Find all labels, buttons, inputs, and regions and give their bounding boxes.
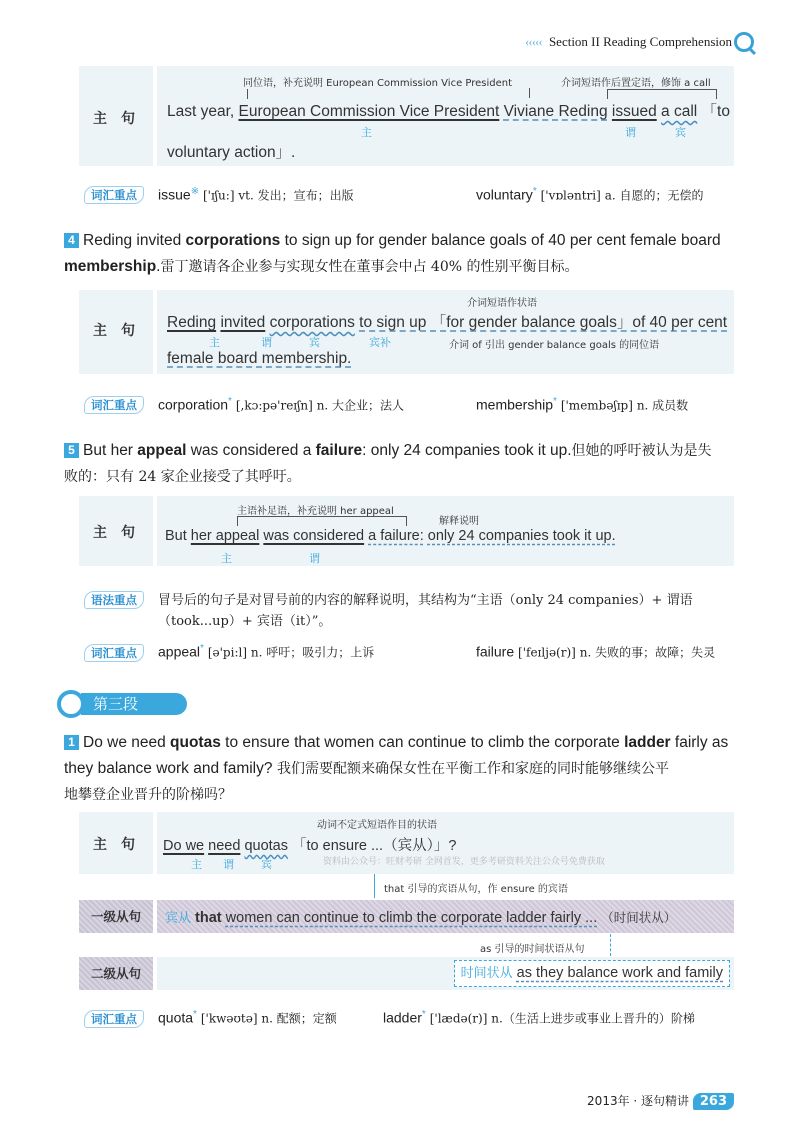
sentence-5: 5 But her appeal was considered a failure: only 24 companies took it up.但她的呼吁被认为是失 败的：只有 24 家企业接受了其呼吁。 bbox=[64, 442, 712, 485]
search-q-icon bbox=[734, 32, 754, 52]
annotation-prep-adverbial: 介词短语作状语 bbox=[467, 298, 537, 309]
sentence-line-1: Do we need quotas 「to ensure ...（宾从）」? bbox=[163, 838, 457, 854]
main-clause-label: 主句 bbox=[93, 111, 149, 127]
annotation-explanation: 解释说明 bbox=[439, 516, 479, 527]
annotation-appositive: 介词 of 引出 gender balance goals 的同位语 bbox=[449, 340, 660, 351]
sentence-analysis-box: 介词短语作状语 Reding invited corporations to sign up 「for gender balance goals」of 40 per cent 主 谓 宾 宾补 介词 of 引出 gender balance goals 的同位语 female board membership. bbox=[157, 290, 734, 374]
level2-content: 时间状从 as they balance work and family bbox=[157, 957, 734, 990]
sentence-line-1: Reding invited corporations to sign up 「for gender balance goals」of 40 per cent bbox=[167, 314, 728, 331]
sentence-line-2: female board membership. bbox=[167, 350, 352, 367]
annotation-complement: 主语补足语，补充说明 her appeal bbox=[237, 506, 394, 517]
sentence-line-1: Last year, European Commission Vice President Viviane Reding issued a call 「to bbox=[167, 103, 730, 120]
vocab-tag: 词汇重点 bbox=[84, 644, 144, 662]
predicate-issued: issued bbox=[611, 103, 657, 120]
annotation-as-clause: as 引导的时间状语从句 bbox=[480, 944, 585, 955]
sentence-line-1: But her appeal was considered a failure: only 24 companies took it up. bbox=[165, 528, 616, 544]
vocab-tag: 词汇重点 bbox=[84, 396, 144, 414]
vocab-entry-appeal: appeal* [ə'pi:l] n. 呼吁；吸引力；上诉 bbox=[158, 643, 375, 660]
page-footer bbox=[587, 1092, 734, 1109]
vocab-entry-quota: quota* ['kwəʊtə] n. 配额；定额 bbox=[158, 1009, 337, 1026]
main-clause-label-box bbox=[79, 496, 153, 566]
main-clause-label-box bbox=[79, 66, 153, 166]
main-clause-label: 主句 bbox=[93, 323, 149, 339]
sentence-4: 4 Reding invited corporations to sign up for gender balance goals of 40 per cent female board membership.雷丁邀请各企业参与实现女性在董事会中占 40% 的性别平衡目标。 bbox=[64, 232, 721, 275]
sentence-1: 1 Do we need quotas to ensure that women can continue to climb the corporate ladder fairly as they balance work and family? 我们需要配额来确保女性在平衡工作和家庭的同时能够继续公平 地攀登企业晋升的阶梯吗？ bbox=[64, 734, 729, 803]
annotation-appositive: 同位语，补充说明 European Commission Vice President bbox=[243, 78, 513, 89]
annotation-infinitive: 动词不定式短语作目的状语 bbox=[317, 820, 437, 831]
translation: 雷丁邀请各企业参与实现女性在董事会中占 40% 的性别平衡目标。 bbox=[160, 259, 579, 275]
vocab-tag: 词汇重点 bbox=[84, 1010, 144, 1028]
sentence-analysis-box bbox=[157, 66, 734, 166]
main-clause-label-box bbox=[79, 290, 153, 374]
vocab-entry-corporation: corporation* [,kɔ:pə'reɪʃn] n. 大企业；法人 bbox=[158, 396, 405, 413]
sentence-line-2: voluntary action」. bbox=[167, 144, 296, 161]
footer-text: 2013年 · 逐句精讲 bbox=[587, 1094, 690, 1108]
main-clause-label: 主句 bbox=[93, 837, 149, 853]
vocab-tag: 词汇重点 bbox=[84, 186, 144, 204]
annotation-that-clause: that 引导的宾语从句，作 ensure 的宾语 bbox=[384, 884, 568, 895]
vocab-entry-issue: issue※ ['ɪʃu:] vt. 发出；宣布；出版 bbox=[158, 186, 354, 203]
sentence-analysis-box: 主语补足语，补充说明 her appeal 解释说明 But her appeal was considered a failure: only 24 companies took it up. 主 谓 bbox=[157, 496, 734, 566]
subject-ecvp: European Commission Vice President bbox=[238, 103, 500, 120]
vocab-entry-voluntary: voluntary* ['vɒləntri] a. 自愿的；无偿的 bbox=[476, 186, 704, 203]
role-predicate: 谓 bbox=[625, 126, 636, 139]
header-title: Section II Reading Comprehension bbox=[548, 34, 732, 49]
level1-content: 宾从 that women can continue to climb the corporate ladder fairly ... （时间状从） bbox=[157, 900, 734, 933]
object-a-call: a call bbox=[661, 103, 698, 120]
vocab-entry-failure: failure ['feɪljə(r)] n. 失败的事；故障；失灵 bbox=[476, 643, 716, 660]
vocab-entry-ladder: ladder* ['lædə(r)] n.（生活上进步或事业上晋升的）阶梯 bbox=[383, 1009, 695, 1026]
grammar-note: 冒号后的句子是对冒号前的内容的解释说明，其结构为“主语（only 24 companies）+ 谓语 （took...up）+ 宾语（it）”。 bbox=[158, 593, 693, 629]
level1-label: 一级从句 bbox=[79, 900, 153, 933]
chevrons-icon: ‹‹‹‹‹ bbox=[525, 34, 542, 49]
sentence-number: 5 bbox=[64, 443, 79, 458]
role-object: 宾 bbox=[675, 126, 686, 139]
main-clause-label-box bbox=[79, 812, 153, 874]
vocab-entry-membership: membership* ['membəʃɪp] n. 成员数 bbox=[476, 396, 689, 413]
main-clause-label: 主句 bbox=[93, 525, 149, 541]
level2-label: 二级从句 bbox=[79, 957, 153, 990]
grammar-tag: 语法重点 bbox=[84, 591, 144, 609]
sentence-analysis-box: 动词不定式短语作目的状语 Do we need quotas 「to ensure ...（宾从）」? 主 谓 宾 资料由公众号：旺财考研 全网首发，更多考研资料关注公众号免费获取 bbox=[157, 812, 734, 874]
sentence-number: 4 bbox=[64, 233, 79, 248]
annotation-prep-phrase: 介词短语作后置定语，修饰 a call bbox=[561, 78, 711, 89]
watermark: 资料由公众号：旺财考研 全网首发，更多考研资料关注公众号免费获取 bbox=[323, 857, 605, 867]
running-header bbox=[525, 34, 732, 50]
section-title-label: 第三段 bbox=[81, 693, 187, 715]
role-subject: 主 bbox=[361, 126, 372, 139]
sentence-number: 1 bbox=[64, 735, 79, 750]
page-number: 263 bbox=[693, 1093, 734, 1110]
